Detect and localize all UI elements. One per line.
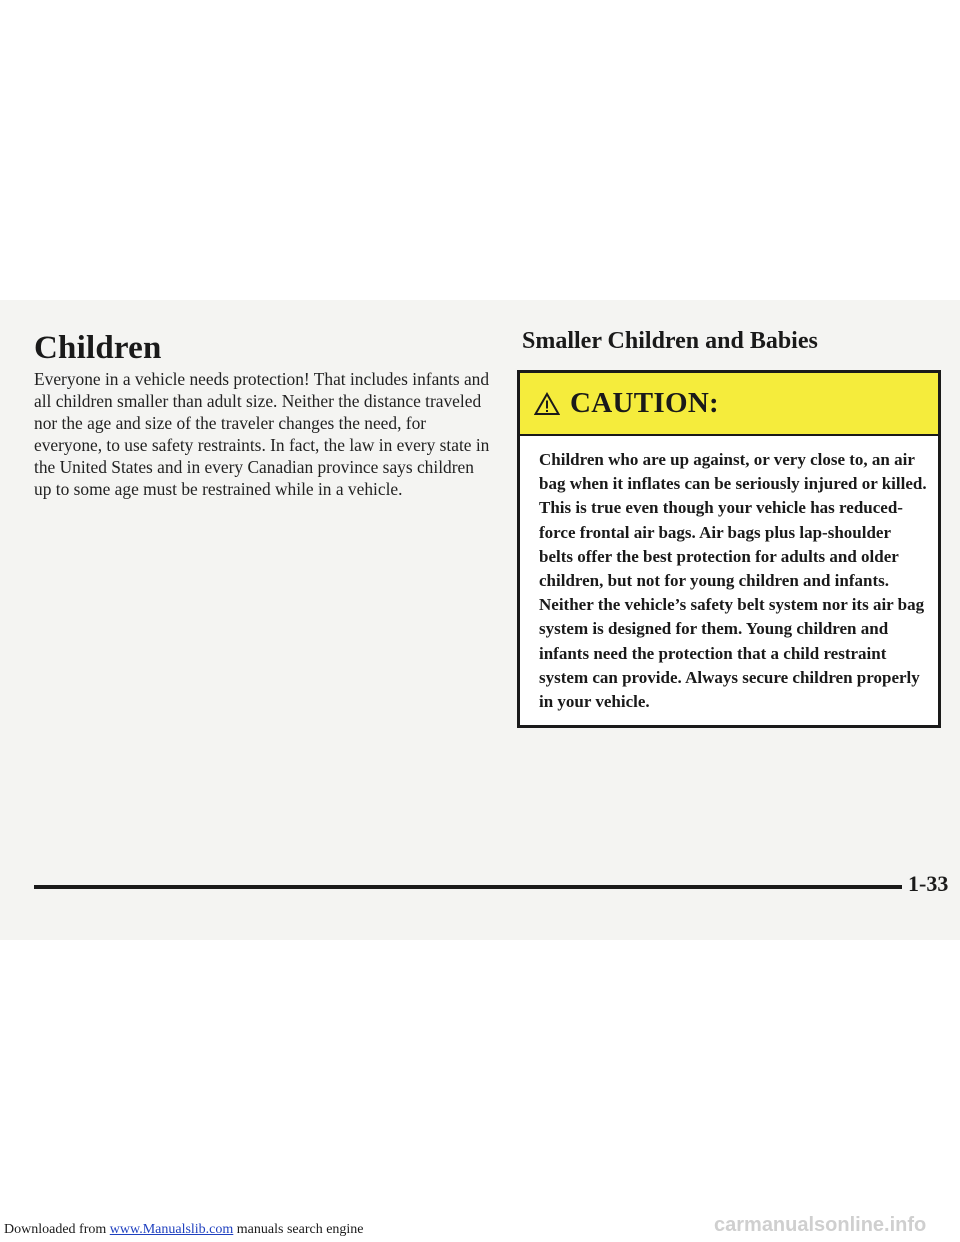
section-heading-children: Children <box>34 330 162 366</box>
watermark: carmanualsonline.info <box>714 1214 927 1236</box>
warning-triangle-icon <box>534 392 560 416</box>
footer-rule <box>34 885 902 889</box>
section-heading-smaller-children: Smaller Children and Babies <box>522 328 818 354</box>
page-number: 1-33 <box>908 871 949 896</box>
banner-prefix: Downloaded from <box>4 1222 110 1237</box>
caution-text: Children who are up against, or very close to, an air bag when it inflates can be seriously injured or killed. This is true even though your vehicle has reduced-force frontal air bags. Air bags plus lap-shoulder belts offer the best protection for adults and older children, but not for young children and infants. Neither the vehicle’s safety belt system nor its air bag system is designed for them. Young children and infants need the protection that a child restraint system can provide. Always secure children properly in your vehicle. <box>539 450 927 712</box>
banner-suffix: manuals search engine <box>233 1222 364 1237</box>
caution-header <box>520 373 938 436</box>
children-intro-paragraph: Everyone in a vehicle needs protection! That includes infants and all children smaller than adult size. Neither the distance traveled nor the age and size of the traveler changes the need, for everyone, to use safety restraints. In fact, the law in every state in the United States and in every Canadian province says children up to some age must be restrained while in a vehicle. <box>34 369 490 499</box>
manualslib-link[interactable]: www.Manualslib.com <box>109 1222 234 1237</box>
caution-label: CAUTION: <box>570 387 720 419</box>
download-banner <box>4 1222 364 1238</box>
caution-box <box>517 370 941 728</box>
